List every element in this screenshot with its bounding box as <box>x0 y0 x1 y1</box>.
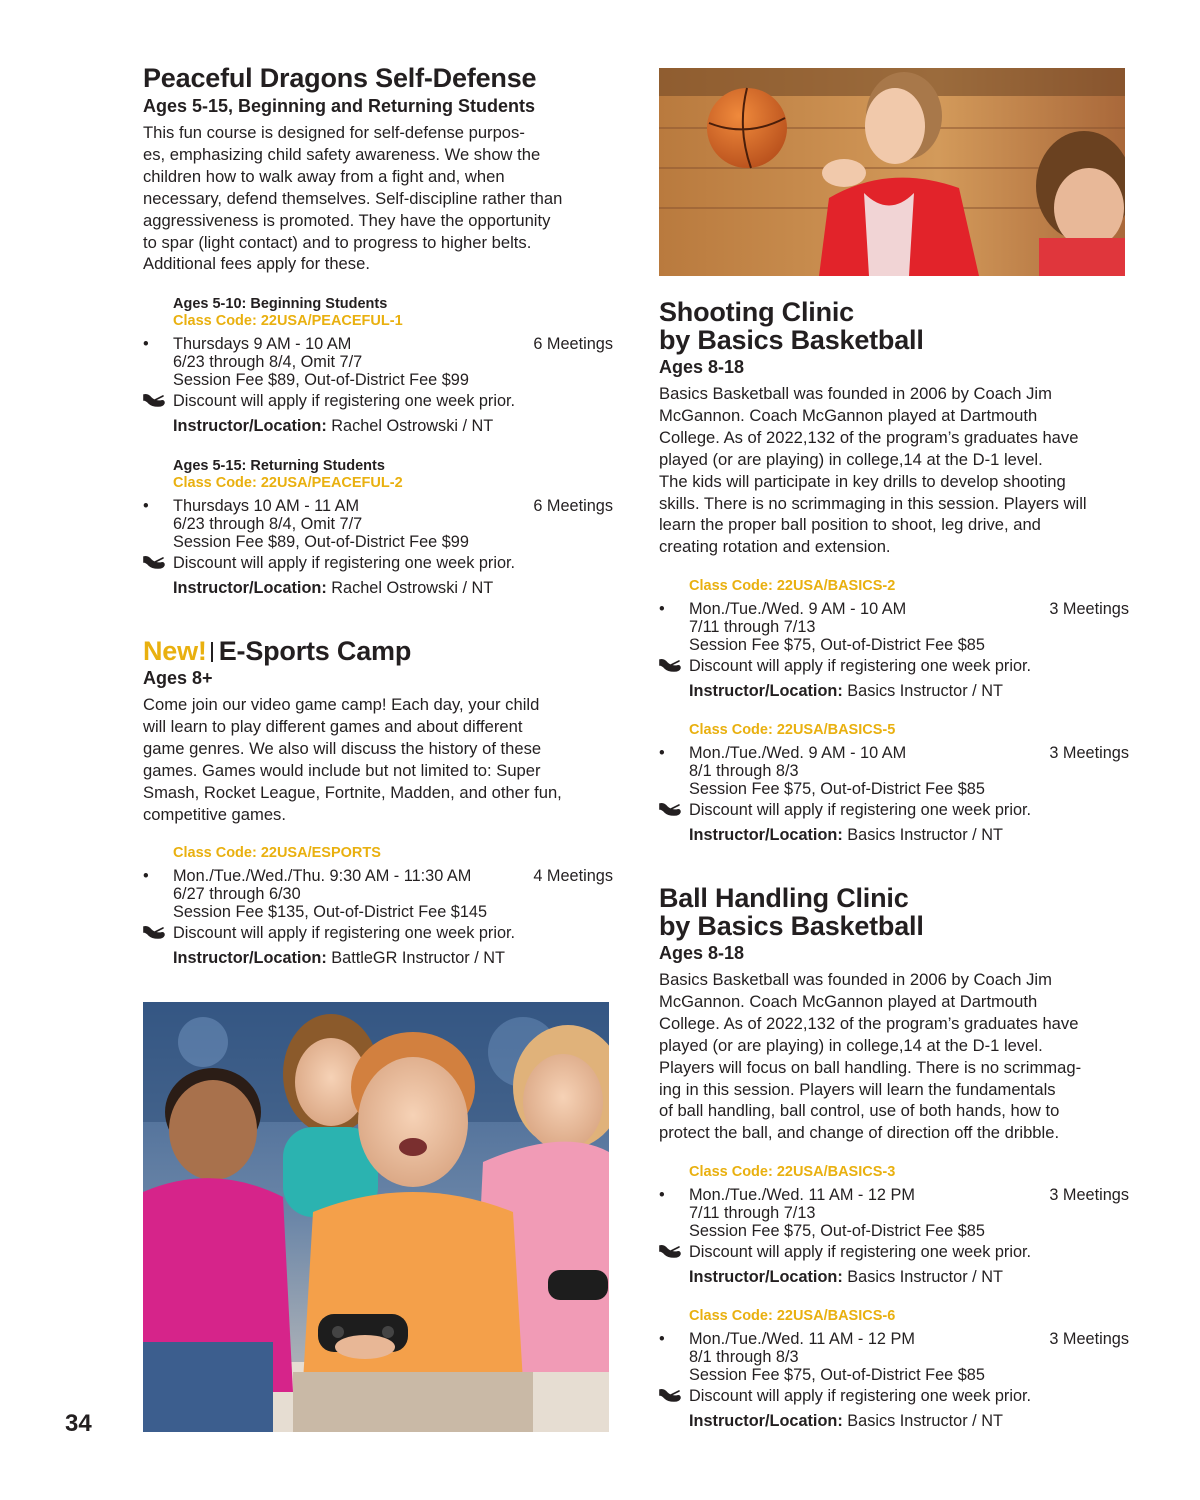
instructor-value: Rachel Ostrowski / NT <box>326 417 494 435</box>
desc-line: The kids will participate in key drills to develop shooting <box>659 471 1066 491</box>
dates-text: 7/11 through 7/13 <box>689 618 816 636</box>
schedule-row <box>143 497 613 515</box>
meetings-count: 4 Meetings <box>533 867 613 885</box>
dates-text: 6/27 through 6/30 <box>173 885 301 903</box>
desc-line: of ball handling, ball control, use of both hands, how to <box>659 1101 1060 1121</box>
desc-line: to spar (light contact) and to progress to higher belts. <box>143 232 532 252</box>
course-title-peaceful-dragons: Peaceful Dragons Self-Defense <box>143 63 537 93</box>
desc-line: McGannon. Coach McGannon played at Dartmouth <box>659 405 1038 425</box>
schedule-text: Thursdays 9 AM - 10 AM <box>173 335 352 353</box>
class-section-basics-5 <box>659 722 1129 848</box>
class-section-basics-3 <box>659 1164 1129 1290</box>
fee-text: Session Fee $75, Out-of-District Fee $85 <box>689 780 985 798</box>
course-ages: Ages 5-15, Beginning and Returning Students <box>143 96 536 116</box>
discount-row <box>659 798 1129 822</box>
discount-text: Discount will apply if registering one week prior. <box>689 1387 1032 1405</box>
hand-pointing-icon <box>659 801 681 817</box>
desc-line: Smash, Rocket League, Fortnite, Madden, and other fun, <box>143 782 562 802</box>
schedule-row <box>659 1330 1129 1348</box>
course-title-text: E-Sports Camp <box>218 636 412 666</box>
instructor-label: Instructor/Location: <box>689 826 843 844</box>
fee-text: Session Fee $89, Out-of-District Fee $99 <box>173 533 469 551</box>
schedule-text: Mon./Tue./Wed. 9 AM - 10 AM <box>689 744 907 762</box>
instructor-location <box>143 575 613 601</box>
instructor-value: BattleGR Instructor / NT <box>326 949 506 967</box>
desc-line: children how to walk away from a fight and, when <box>143 166 505 186</box>
bullet: • <box>143 867 149 885</box>
class-code: Class Code: 22USA/BASICS-2 <box>689 578 896 594</box>
desc-line: game genres. We also will discuss the history of these <box>143 738 542 758</box>
fee-text: Session Fee $75, Out-of-District Fee $85 <box>689 636 985 654</box>
instructor-label: Instructor/Location: <box>689 1412 843 1430</box>
fee-text: Session Fee $89, Out-of-District Fee $99 <box>173 371 469 389</box>
discount-row <box>659 654 1129 678</box>
section-subheading: Ages 5-15: Returning Students <box>173 458 385 474</box>
desc-line: ing in this session. Players will learn the fundamentals <box>659 1079 1056 1099</box>
desc-line: College. As of 2022,132 of the program’s graduates have <box>659 427 1079 447</box>
course-description <box>659 969 1129 1144</box>
instructor-value: Basics Instructor / NT <box>842 1268 1003 1286</box>
desc-line: es, emphasizing child safety awareness. We show the <box>143 144 541 164</box>
schedule-row <box>659 744 1129 762</box>
course-description <box>659 383 1129 558</box>
new-badge: New! <box>143 636 207 666</box>
class-code: Class Code: 22USA/PEACEFUL-1 <box>173 313 403 329</box>
instructor-label: Instructor/Location: <box>173 949 327 967</box>
discount-text: Discount will apply if registering one week prior. <box>173 554 516 572</box>
desc-line: played (or are playing) in college,14 at the D-1 level. <box>659 1035 1043 1055</box>
meetings-count: 6 Meetings <box>533 497 613 515</box>
meetings-count: 6 Meetings <box>533 335 613 353</box>
bullet: • <box>659 600 665 618</box>
kids-gaming-photo <box>143 1002 609 1432</box>
desc-line: played (or are playing) in college,14 at the D-1 level. <box>659 449 1043 469</box>
schedule-row <box>659 1186 1129 1204</box>
instructor-label: Instructor/Location: <box>689 1268 843 1286</box>
discount-row <box>659 1384 1129 1408</box>
meetings-count: 3 Meetings <box>1049 1330 1129 1348</box>
desc-line: Players will focus on ball handling. There is no scrimmag- <box>659 1057 1082 1077</box>
desc-line: creating rotation and extension. <box>659 537 891 557</box>
desc-line: Basics Basketball was founded in 2006 by Coach Jim <box>659 384 1052 403</box>
desc-line: skills. There is no scrimmaging in this session. Players will <box>659 493 1087 513</box>
discount-text: Discount will apply if registering one week prior. <box>689 801 1032 819</box>
bullet: • <box>659 744 665 762</box>
instructor-value: Basics Instructor / NT <box>842 826 1003 844</box>
fee-text: Session Fee $75, Out-of-District Fee $85 <box>689 1222 985 1240</box>
instructor-label: Instructor/Location: <box>173 417 327 435</box>
desc-line: This fun course is designed for self-defense purpos- <box>143 123 525 142</box>
title-separator <box>211 642 213 662</box>
instructor-label: Instructor/Location: <box>689 682 843 700</box>
course-title-ball-handling-clinic <box>659 884 924 940</box>
dates-text: 7/11 through 7/13 <box>689 1204 816 1222</box>
desc-line: necessary, defend themselves. Self-discipline rather than <box>143 188 563 208</box>
hand-pointing-icon <box>659 1387 681 1403</box>
course-title-line-1: Shooting Clinic <box>659 297 854 327</box>
discount-text: Discount will apply if registering one week prior. <box>173 924 516 942</box>
desc-line: competitive games. <box>143 804 286 824</box>
meetings-count: 3 Meetings <box>1049 744 1129 762</box>
class-section-esports <box>143 845 613 971</box>
hand-pointing-icon <box>659 657 681 673</box>
bullet: • <box>143 497 149 515</box>
class-code: Class Code: 22USA/PEACEFUL-2 <box>173 475 403 491</box>
desc-line: protect the ball, and change of direction off the dribble. <box>659 1123 1060 1143</box>
instructor-value: Basics Instructor / NT <box>842 682 1003 700</box>
instructor-location <box>659 822 1129 848</box>
discount-text: Discount will apply if registering one week prior. <box>689 657 1032 675</box>
course-ages: Ages 8+ <box>143 668 213 688</box>
schedule-row <box>143 867 613 885</box>
schedule-text: Mon./Tue./Wed./Thu. 9:30 AM - 11:30 AM <box>173 867 472 885</box>
class-code: Class Code: 22USA/BASICS-5 <box>689 722 896 738</box>
schedule-text: Mon./Tue./Wed. 9 AM - 10 AM <box>689 600 907 618</box>
class-code: Class Code: 22USA/BASICS-3 <box>689 1164 896 1180</box>
schedule-row <box>659 600 1129 618</box>
course-description <box>143 694 613 825</box>
desc-line: learn the proper ball position to shoot, leg drive, and <box>659 515 1041 535</box>
course-description <box>143 122 613 275</box>
schedule-text: Mon./Tue./Wed. 11 AM - 12 PM <box>689 1330 915 1348</box>
instructor-value: Basics Instructor / NT <box>842 1412 1003 1430</box>
desc-line: Additional fees apply for these. <box>143 254 370 274</box>
dates-text: 6/23 through 8/4, Omit 7/7 <box>173 353 363 371</box>
instructor-location <box>659 1264 1129 1290</box>
dates-text: 8/1 through 8/3 <box>689 1348 799 1366</box>
meetings-count: 3 Meetings <box>1049 600 1129 618</box>
course-title-shooting-clinic <box>659 298 924 354</box>
fee-text: Session Fee $135, Out-of-District Fee $145 <box>173 903 488 921</box>
instructor-location <box>143 945 613 971</box>
course-title-line-1: Ball Handling Clinic <box>659 883 909 913</box>
bullet: • <box>143 335 149 353</box>
class-section-peaceful-1 <box>143 296 613 439</box>
hand-pointing-icon <box>143 924 165 940</box>
dates-text: 6/23 through 8/4, Omit 7/7 <box>173 515 363 533</box>
class-section-peaceful-2 <box>143 458 613 601</box>
fee-text: Session Fee $75, Out-of-District Fee $85 <box>689 1366 985 1384</box>
course-ages: Ages 8-18 <box>659 943 745 963</box>
page-number: 34 <box>65 1410 92 1437</box>
desc-line: Basics Basketball was founded in 2006 by Coach Jim <box>659 970 1052 989</box>
hand-pointing-icon <box>659 1243 681 1259</box>
course-title-esports <box>143 637 411 665</box>
dates-text: 8/1 through 8/3 <box>689 762 799 780</box>
hand-pointing-icon <box>143 392 165 408</box>
instructor-label: Instructor/Location: <box>173 579 327 597</box>
discount-row <box>659 1240 1129 1264</box>
instructor-location <box>143 413 613 439</box>
section-subheading: Ages 5-10: Beginning Students <box>173 296 388 312</box>
hand-pointing-icon <box>143 554 165 570</box>
course-ages: Ages 8-18 <box>659 357 745 377</box>
discount-text: Discount will apply if registering one week prior. <box>173 392 516 410</box>
desc-line: will learn to play different games and about different <box>143 716 523 736</box>
class-section-basics-6 <box>659 1308 1129 1434</box>
schedule-row <box>143 335 613 353</box>
desc-line: games. Games would include but not limited to: Super <box>143 760 541 780</box>
desc-line: College. As of 2022,132 of the program’s graduates have <box>659 1013 1079 1033</box>
instructor-location <box>659 678 1129 704</box>
schedule-text: Thursdays 10 AM - 11 AM <box>173 497 360 515</box>
discount-row <box>143 389 613 413</box>
bullet: • <box>659 1186 665 1204</box>
course-title-line-2: by Basics Basketball <box>659 325 924 355</box>
schedule-text: Mon./Tue./Wed. 11 AM - 12 PM <box>689 1186 915 1204</box>
desc-line: McGannon. Coach McGannon played at Dartmouth <box>659 991 1038 1011</box>
bullet: • <box>659 1330 665 1348</box>
desc-line: aggressiveness is promoted. They have the opportunity <box>143 210 551 230</box>
class-code: Class Code: 22USA/ESPORTS <box>173 845 381 861</box>
discount-row <box>143 921 613 945</box>
class-code: Class Code: 22USA/BASICS-6 <box>689 1308 896 1324</box>
instructor-value: Rachel Ostrowski / NT <box>326 579 494 597</box>
desc-line: Come join our video game camp! Each day, your child <box>143 695 540 714</box>
course-title-line-2: by Basics Basketball <box>659 911 924 941</box>
discount-text: Discount will apply if registering one week prior. <box>689 1243 1032 1261</box>
meetings-count: 3 Meetings <box>1049 1186 1129 1204</box>
class-section-basics-2 <box>659 578 1129 704</box>
instructor-location <box>659 1408 1129 1434</box>
basketball-player-photo <box>659 68 1125 276</box>
discount-row <box>143 551 613 575</box>
